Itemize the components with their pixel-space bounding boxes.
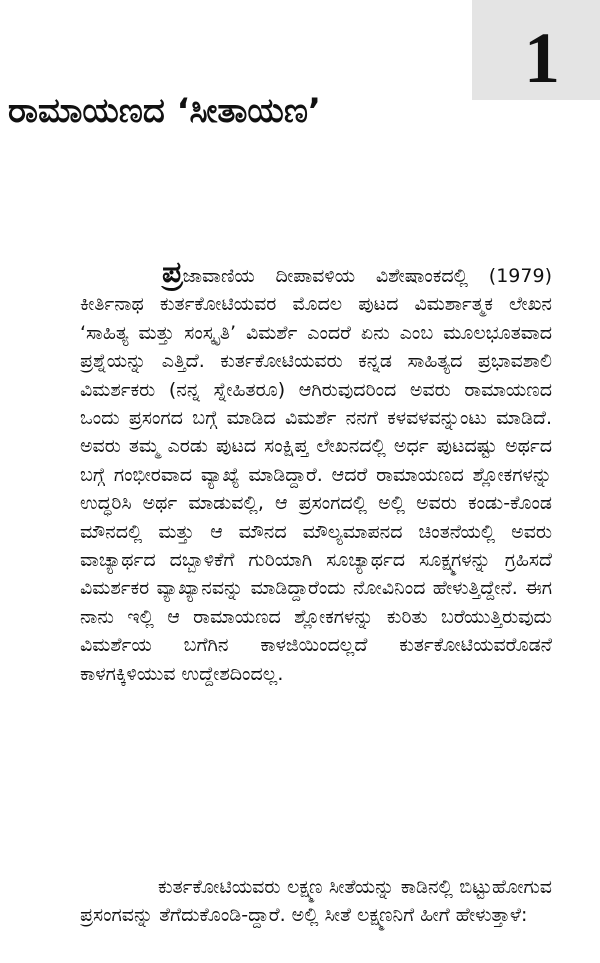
chapter-title: ರಾಮಾಯಣದ ‘ಸೀತಾಯಣ’: [8, 91, 321, 131]
drop-cap: ಪ್ರ: [162, 255, 183, 290]
paragraph-1-text: ಜಾವಾಣಿಯ ದೀಪಾವಳಿಯ ವಿಶೇಷಾಂಕದಲ್ಲಿ (1979) ಕೀರ್ತಿನಾಥ ಕುರ್ತಕೋಟಿಯವರ ಮೊದಲ ಪುಟದ ವಿಮರ್ಶಾತ್ಮಕ ಲೇಖನ ‘ಸಾಹಿತ್ಯ ಮತ್ತು ಸಂಸ್ಕೃತಿ’ ವಿಮರ್ಶೆ ಎಂದರೆ ಏನು ಎಂಬ ಮೂಲಭೂತವಾದ ಪ್ರಶ್ನೆಯನ್ನು ಎತ್ತಿದೆ. ಕುರ್ತಕೋಟಿಯವರು ಕನ್ನಡ ಸಾಹಿತ್ಯದ ಪ್ರಭಾವಶಾಲಿ ವಿಮರ್ಶಕರು (ನನ್ನ ಸ್ನೇಹಿತರೂ) ಆಗಿರುವುದರಿಂದ ಅವರು ರಾಮಾಯಣದ ಒಂದು ಪ್ರಸಂಗದ ಬಗ್ಗೆ ಮಾಡಿದ ವಿಮರ್ಶೆ ನನಗೆ ಕಳವಳವನ್ನುಂಟು ಮಾಡಿದೆ. ಅವರು ತಮ್ಮ ಎರಡು ಪುಟದ ಸಂಕ್ಷಿಪ್ತ ಲೇಖನದಲ್ಲಿ ಅರ್ಧ ಪುಟದಷ್ಟು ಅರ್ಥದ ಬಗ್ಗೆ ಗಂಭೀರವಾದ ವ್ಯಾಖ್ಯೆ ಮಾಡಿದ್ದಾರೆ. ಆದರೆ ರಾಮಾಯಣದ ಶ್ಲೋಕಗಳನ್ನು ಉದ್ಧರಿಸಿ ಅರ್ಥ ಮಾಡುವಲ್ಲಿ, ಆ ಪ್ರಸಂಗದಲ್ಲಿ ಅಲ್ಲಿ ಅವರು ಕಂಡು-ಕೊಂಡ ಮೌನದಲ್ಲಿ ಮತ್ತು ಆ ಮೌನದ ಮೌಲ್ಯಮಾಪನದ ಚಿಂತನೆಯಲ್ಲಿ ಅವರು ವಾಚ್ಯಾರ್ಥದ ದಬ್ಬಾಳಿಕೆಗೆ ಗುರಿಯಾಗಿ ಸೂಚ್ಯಾರ್ಥದ ಸೂಕ್ಷ್ಮಗಳನ್ನು ಗ್ರಹಿಸದೆ ವಿಮರ್ಶಕರ ವ್ಯಾಖ್ಯಾನವನ್ನು ಮಾಡಿದ್ದಾರೆಂದು ನೋವಿನಿಂದ ಹೇಳುತ್ತಿದ್ದೇನೆ. ಈಗ ನಾನು ಇಲ್ಲಿ ಆ ರಾಮಾಯಣದ ಶ್ಲೋಕಗಳನ್ನು ಕುರಿತು ಬರೆಯುತ್ತಿರುವುದು ವಿಮರ್ಶೆಯ ಬಗೆಗಿನ ಕಾಳಜಿಯಿಂದಲ್ಲದೆ ಕುರ್ತಕೋಟಿಯವರೊಡನೆ ಕಾಳಗಕ್ಕಿಳಿಯುವ ಉದ್ದೇಶದಿಂದಲ್ಲ.: [80, 265, 552, 685]
paragraph-2: [80, 873, 552, 930]
chapter-number: 1: [524, 18, 560, 98]
paragraph-2-text: ಕುರ್ತಕೋಟಿಯವರು ಲಕ್ಷ್ಮಣ ಸೀತೆಯನ್ನು ಕಾಡಿನಲ್ಲಿ ಬಿಟ್ಟುಹೋಗುವ ಪ್ರಸಂಗವನ್ನು ತೆಗೆದುಕೊಂಡಿ-ದ್ದಾರೆ. ಅಲ್ಲಿ ಸೀತೆ ಲಕ್ಷ್ಮಣನಿಗೆ ಹೀಗೆ ಹೇಳುತ್ತಾಳೆ:: [80, 876, 552, 927]
chapter-number-box: [472, 0, 600, 100]
paragraph-1: [80, 255, 552, 688]
